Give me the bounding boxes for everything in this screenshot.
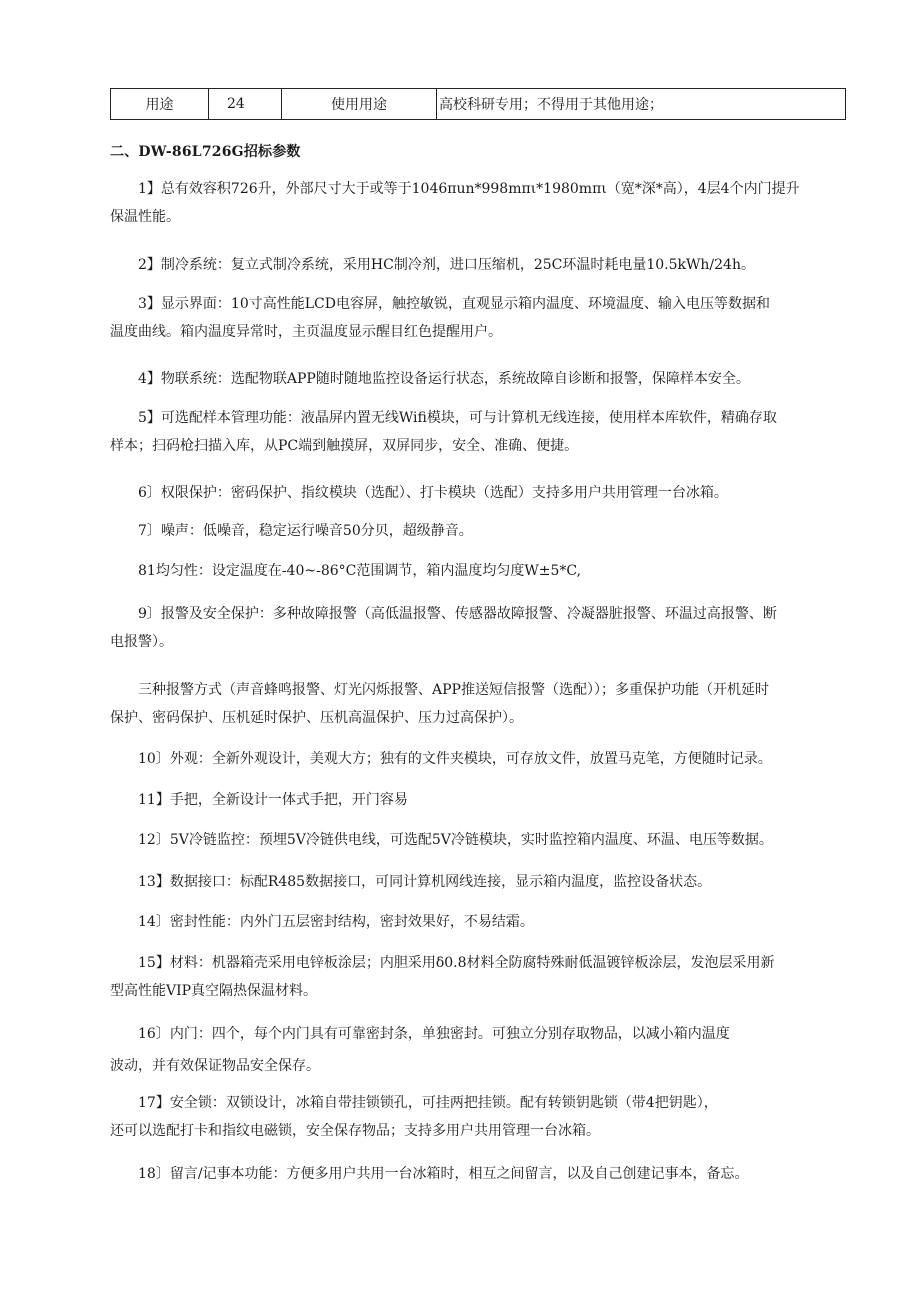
spec-item-14: 14〕密封性能：内外门五层密封结构，密封效果好，不易结霜。 bbox=[138, 914, 534, 930]
table-cell-number: 24 bbox=[209, 89, 282, 120]
spec-item-15: 15】材料：机器箱壳采用电锌板涂层；内胆采用δ0.8材料全防腐特殊耐低温镀锌板涂层，发泡层采用新 型高性能VIP真空隔热保温材料。 bbox=[110, 955, 775, 999]
spec-item-1: 1】总有效容积726升，外部尺寸大于或等于1046πun*998mπι*1980mπι（宽*深*高），4层4个内门提升 保温性能。 bbox=[110, 181, 800, 225]
table-row bbox=[111, 89, 846, 120]
spec-item-18: 18〕留言/记事本功能：方便多用户共用一台冰箱时，相互之间留言，以及自己创建记事本，备忘。 bbox=[138, 1166, 749, 1182]
spec-item-6: 6〕权限保护：密码保护、指纹模块（选配）、打卡模块（选配）支持多用户共用管理一台冰箱。 bbox=[138, 485, 728, 501]
spec-item-16: 16〕内门：四个，每个内门具有可靠密封条，单独密封。可独立分别存取物品，以减小箱内温度 波动，并有效保证物品安全保存。 bbox=[110, 1026, 730, 1074]
section-heading: 二、DW-86L726G招标参数 bbox=[110, 144, 301, 160]
spec-item-9: 9〕报警及安全保护：多种故障报警（高低温报警、传感器故障报警、冷凝器脏报警、环温过高报警、断 电报警）。 bbox=[110, 606, 777, 650]
spec-table bbox=[110, 88, 846, 120]
spec-item-4: 4】物联系统：选配物联APP随时随地监控设备运行状态，系统故障自诊断和报警，保障样本安全。 bbox=[138, 371, 750, 387]
table-cell-requirement: 高校科研专用；不得用于其他用途； bbox=[437, 89, 846, 120]
spec-item-13: 13】数据接口：标配R485数据接口，可同计算机网线连接，显示箱内温度，监控设备状态。 bbox=[138, 874, 712, 890]
table-cell-category: 用途 bbox=[111, 89, 209, 120]
spec-item-11: 11】手把，全新设计一体式手把，开门容易 bbox=[138, 792, 408, 808]
spec-item-5: 5】可选配样本管理功能：液晶屏内置无线Wifi模块，可与计算机无线连接，使用样本库软件，精确存取 样本；扫码枪扫描入库，从PC端到触摸屏，双屏同步，安全、准确、便捷。 bbox=[110, 410, 777, 454]
spec-item-2: 2】制冷系统：复立式制冷系统，采用HC制冷剂，进口压缩机，25C环温时耗电量10.5kWh∕24h。 bbox=[138, 257, 755, 273]
spec-item-7: 7〕噪声：低噪音，稳定运行噪音50分贝，超级静音。 bbox=[138, 523, 473, 539]
spec-item-8: 81均匀性：设定温度在-40~-86°C范围调节，箱内温度均匀度W±5*C, bbox=[138, 563, 582, 579]
table-cell-item: 使用用途 bbox=[282, 89, 437, 120]
spec-item-3: 3】显示界面：10寸高性能LCD电容屏，触控敏锐，直观显示箱内温度、环境温度、输入电压等数据和 温度曲线。箱内温度异常时，主页温度显示醒目红色提醒用户。 bbox=[110, 296, 770, 340]
spec-item-10: 10〕外观：全新外观设计，美观大方；独有的文件夹模块，可存放文件，放置马克笔，方便随时记录。 bbox=[138, 751, 772, 767]
spec-item-17: 17】安全锁：双锁设计，冰箱自带挂锁锁孔，可挂两把挂锁。配有转锁钥匙锁（带4把钥匙）， 还可以选配打卡和指纹电磁锁，安全保存物品；支持多用户共用管理一台冰箱。 bbox=[110, 1095, 718, 1139]
spec-item-12: 12〕5V冷链监控：预埋5V冷链供电线，可选配5V冷链模块，实时监控箱内温度、环温、电压等数据。 bbox=[138, 832, 773, 848]
alarm-paragraph: 三种报警方式（声音蜂鸣报警、灯光闪烁报警、APP推送短信报警（选配））；多重保护功能（开机延时 保护、密码保护、压机延时保护、压机高温保护、压力过高保护）。 bbox=[110, 682, 769, 726]
